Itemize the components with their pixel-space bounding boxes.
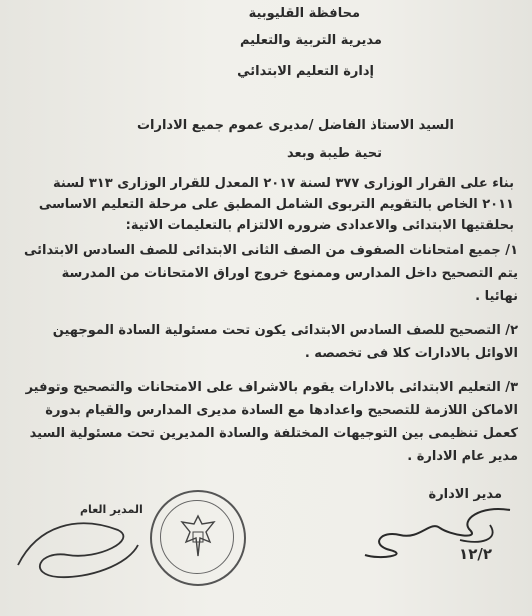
signature-title: مدير الادارة	[428, 487, 502, 502]
governorate-title: محافظة القليوبية	[248, 6, 360, 21]
intro-line-3: بحلقتيها الابتدائى والاعدادى ضروره الالتزام بالتعليمات الاتية:	[125, 218, 514, 233]
item-3-line-2: الاماكن اللازمة للتصحيح واعدادها مع السادة مديرى المدارس والقيام بدورة	[45, 403, 518, 418]
addressee-line: السيد الاستاذ الفاضل /مديرى عموم جميع الادارات	[136, 118, 454, 133]
eagle-emblem-icon	[176, 512, 220, 562]
intro-line-2: ٢٠١١ الخاص بالتقويم التربوى الشامل المطبق على مرحلة التعليم الاساسى	[38, 197, 514, 212]
signature-scribble-icon	[360, 500, 520, 570]
greeting-line: تحية طيبة وبعد	[286, 146, 382, 161]
item-1-line-1: ١/ جميع امتحانات الصفوف من الصف الثانى الابتدائى للصف السادس الابتدائى	[24, 243, 518, 258]
item-3-line-4: مدير عام الادارة .	[407, 449, 518, 464]
official-stamp	[150, 490, 246, 586]
left-signature-icon	[8, 505, 148, 585]
item-2-line-2: الاوائل بالادارات كلا فى تخصصه .	[304, 346, 518, 361]
signature-date: ١٢/٢	[459, 545, 492, 563]
item-3-line-3: كعمل تنظيمى بين التوجيهات المختلفة والسادة المديرين تحت مسئولية السيد	[29, 426, 518, 441]
item-2-line-1: ٢/ التصحيح للصف السادس الابتدائى يكون تحت مسئولية السادة الموجهين	[52, 323, 518, 338]
item-1-line-3: نهائيا .	[475, 289, 518, 304]
intro-line-1: بناء على القرار الوزارى ٣٧٧ لسنة ٢٠١٧ المعدل للقرار الوزارى ٣١٣ لسنة	[53, 176, 514, 191]
item-1-line-2: يتم التصحيح داخل المدارس وممنوع خروج اوراق الامتحانات من المدرسة	[61, 266, 518, 281]
item-3-line-1: ٣/ التعليم الابتدائى بالادارات يقوم بالاشراف على الامتحانات والتصحيح وتوفير	[25, 380, 518, 395]
department-title: إدارة التعليم الابتدائي	[237, 64, 374, 79]
general-director-label: المدير العام	[80, 503, 143, 516]
directorate-title: مديرية التربية والتعليم	[239, 33, 382, 48]
